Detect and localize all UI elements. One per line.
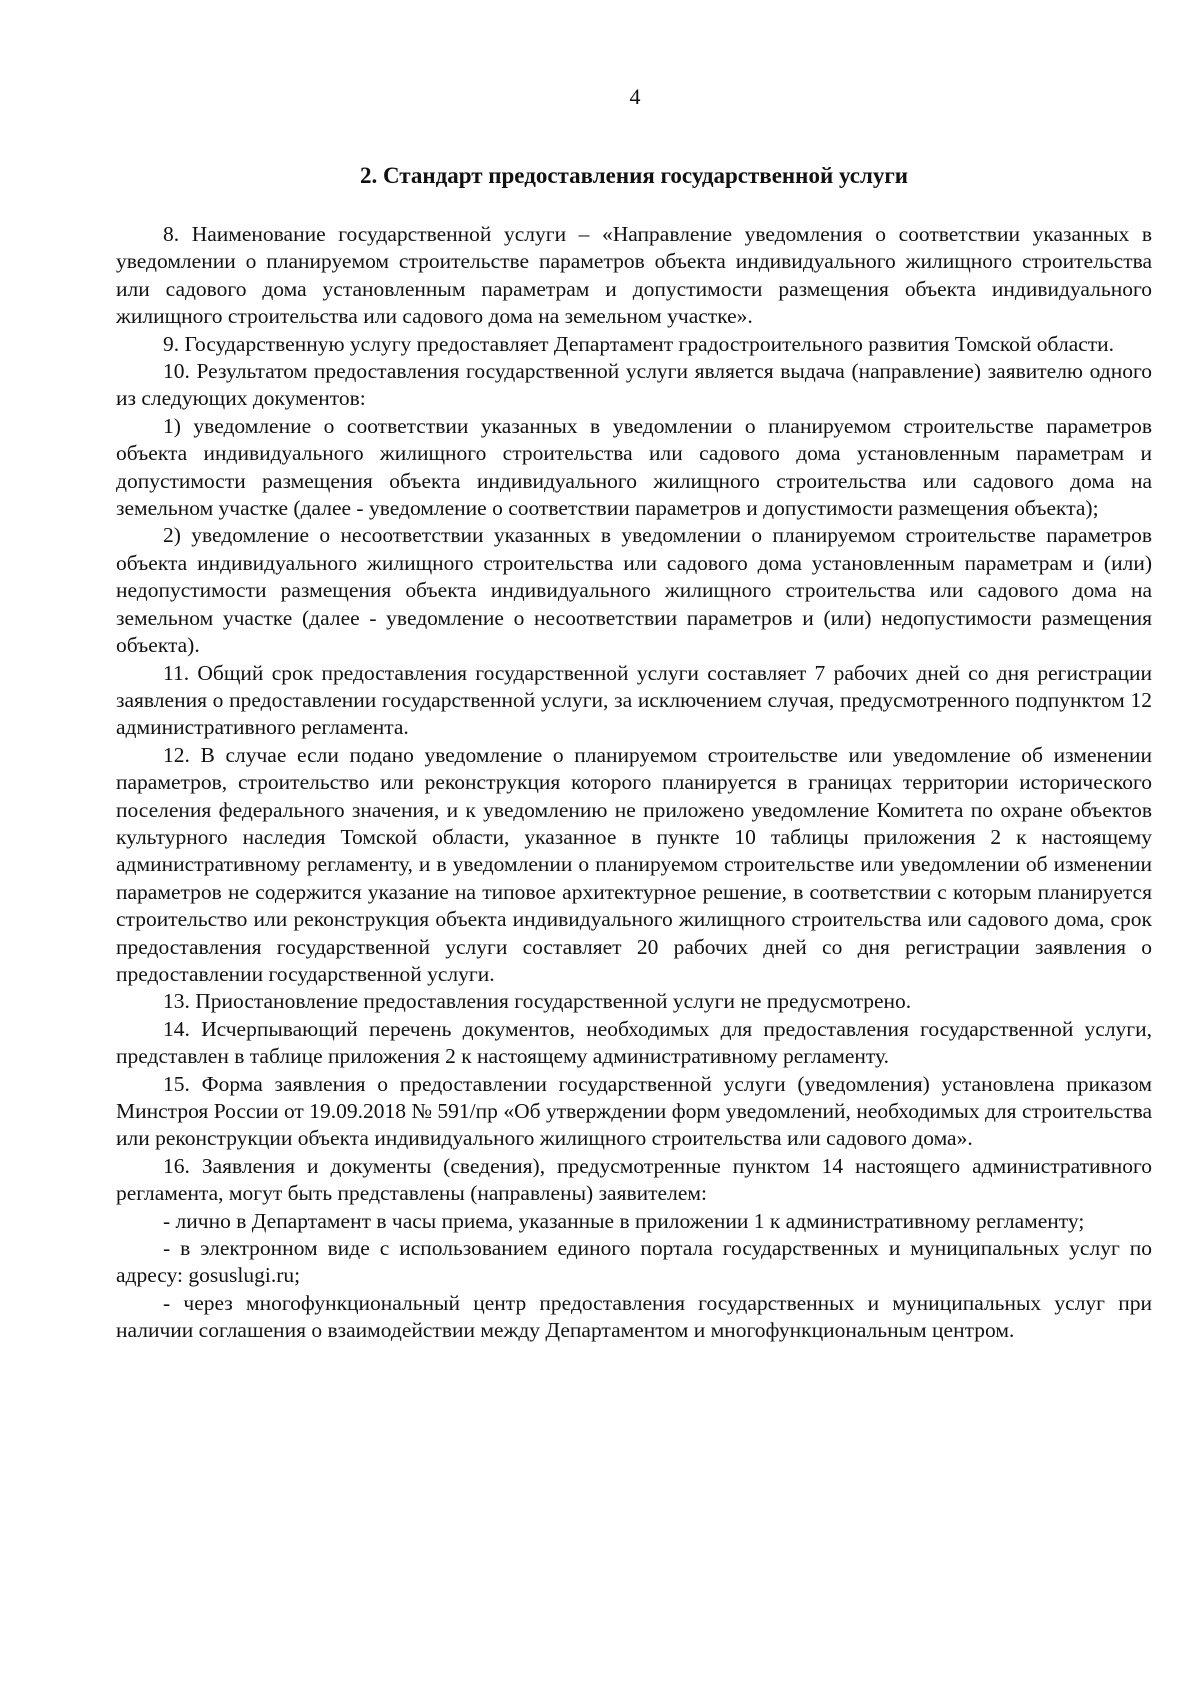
paragraph-9-provider: 9. Государственную услугу предоставляет Департамент градостроительного развития Томской области. <box>163 331 1115 356</box>
paragraph-11-term: 11. Общий срок предоставления государственной услуги составляет 7 рабочих дней со дня регистрации заявления о предоставлении государственной услуги, за исключением случая, предусмотренного подпунктом 12 административного регламента. <box>116 660 1152 740</box>
paragraph-8-service-name: 8. Наименование государственной услуги – «Направление уведомления о соответствии указанных в уведомлении о планируемом строительстве параметров объекта индивидуального жилищного строительства или садового дома установленным параметрам и допустимости размещения объекта индивидуального жилищного строительства или садового дома на земельном участке». <box>116 222 1152 329</box>
paragraph-10-item-1: 1) уведомление о соответствии указанных в уведомлении о планируемом строительстве параметров объекта индивидуального жилищного строительства или садового дома установленным параметрам и допустимости размещения объекта индивидуального жилищного строительства или садового дома на земельном участке (далее - уведомление о соответствии параметров и допустимости размещения объекта); <box>116 413 1152 521</box>
paragraph-16-item-electronic: - в электронном виде с использованием единого портала государственных и муниципальных услуг по адресу: gosuslugi.ru; <box>116 1236 1152 1288</box>
paragraph-15-form: 15. Форма заявления о предоставлении государственной услуги (уведомления) установлена приказом Минстроя России от 19.09.2018 № 591/пр «Об утверждении форм уведомлений, необходимых для строительства или реконструкции объекта индивидуального жилищного строительства или садового дома». <box>116 1071 1152 1151</box>
paragraph-16-item-in-person: - лично в Департамент в часы приема, указанные в приложении 1 к административному регламенту; <box>163 1208 1085 1233</box>
section-title: 2. Стандарт предоставления государственной услуги <box>359 163 909 188</box>
paragraph-16-submission: 16. Заявления и документы (сведения), предусмотренные пунктом 14 настоящего административного регламента, могут быть представлены (направлены) заявителем: <box>116 1153 1152 1206</box>
paragraph-13-suspension: 13. Приостановление предоставления государственной услуги не предусмотрено. <box>163 989 912 1014</box>
paragraph-16-item-mfc: - через многофункциональный центр предоставления государственных и муниципальных услуг при наличии соглашения о взаимодействии между Департаментом и многофункциональным центром. <box>116 1290 1152 1343</box>
paragraph-12-exception: 12. В случае если подано уведомление о планируемом строительстве или уведомление об изменении параметров, строительство или реконструкция которого планируется в границах территории исторического поселения федерального значения, и к уведомлению не приложено уведомление Комитета по охране объектов культурного наследия Томской области, указанное в пункте 10 таблицы приложения 2 к настоящему административному регламенту, и в уведомлении о планируемом строительстве или уведомлении об изменении параметров не содержится указание на типовое архитектурное решение, в соответствии с которым планируется строительство или реконструкция объекта индивидуального жилищного строительства или садового дома, срок предоставления государственной услуги составляет 20 рабочих дней со дня регистрации заявления о предоставлении государственной услуги. <box>116 742 1152 986</box>
paragraph-10-result: 10. Результатом предоставления государственной услуги является выдача (направление) заявителю одного из следующих документов: <box>116 359 1152 411</box>
paragraph-10-item-2: 2) уведомление о несоответствии указанных в уведомлении о планируемом строительстве параметров объекта индивидуального жилищного строительства или садового дома установленным параметрам и (или) недопустимости размещения объекта индивидуального жилищного строительства или садового дома на земельном участке (далее - уведомление о несоответствии параметров и (или) недопустимости размещения объекта). <box>116 523 1152 658</box>
paragraph-14-documents: 14. Исчерпывающий перечень документов, необходимых для предоставления государственной услуги, представлен в таблице приложения 2 к настоящему административному регламенту. <box>116 1016 1152 1069</box>
page-number: 4 <box>629 84 641 109</box>
document-body <box>116 221 1152 1345</box>
